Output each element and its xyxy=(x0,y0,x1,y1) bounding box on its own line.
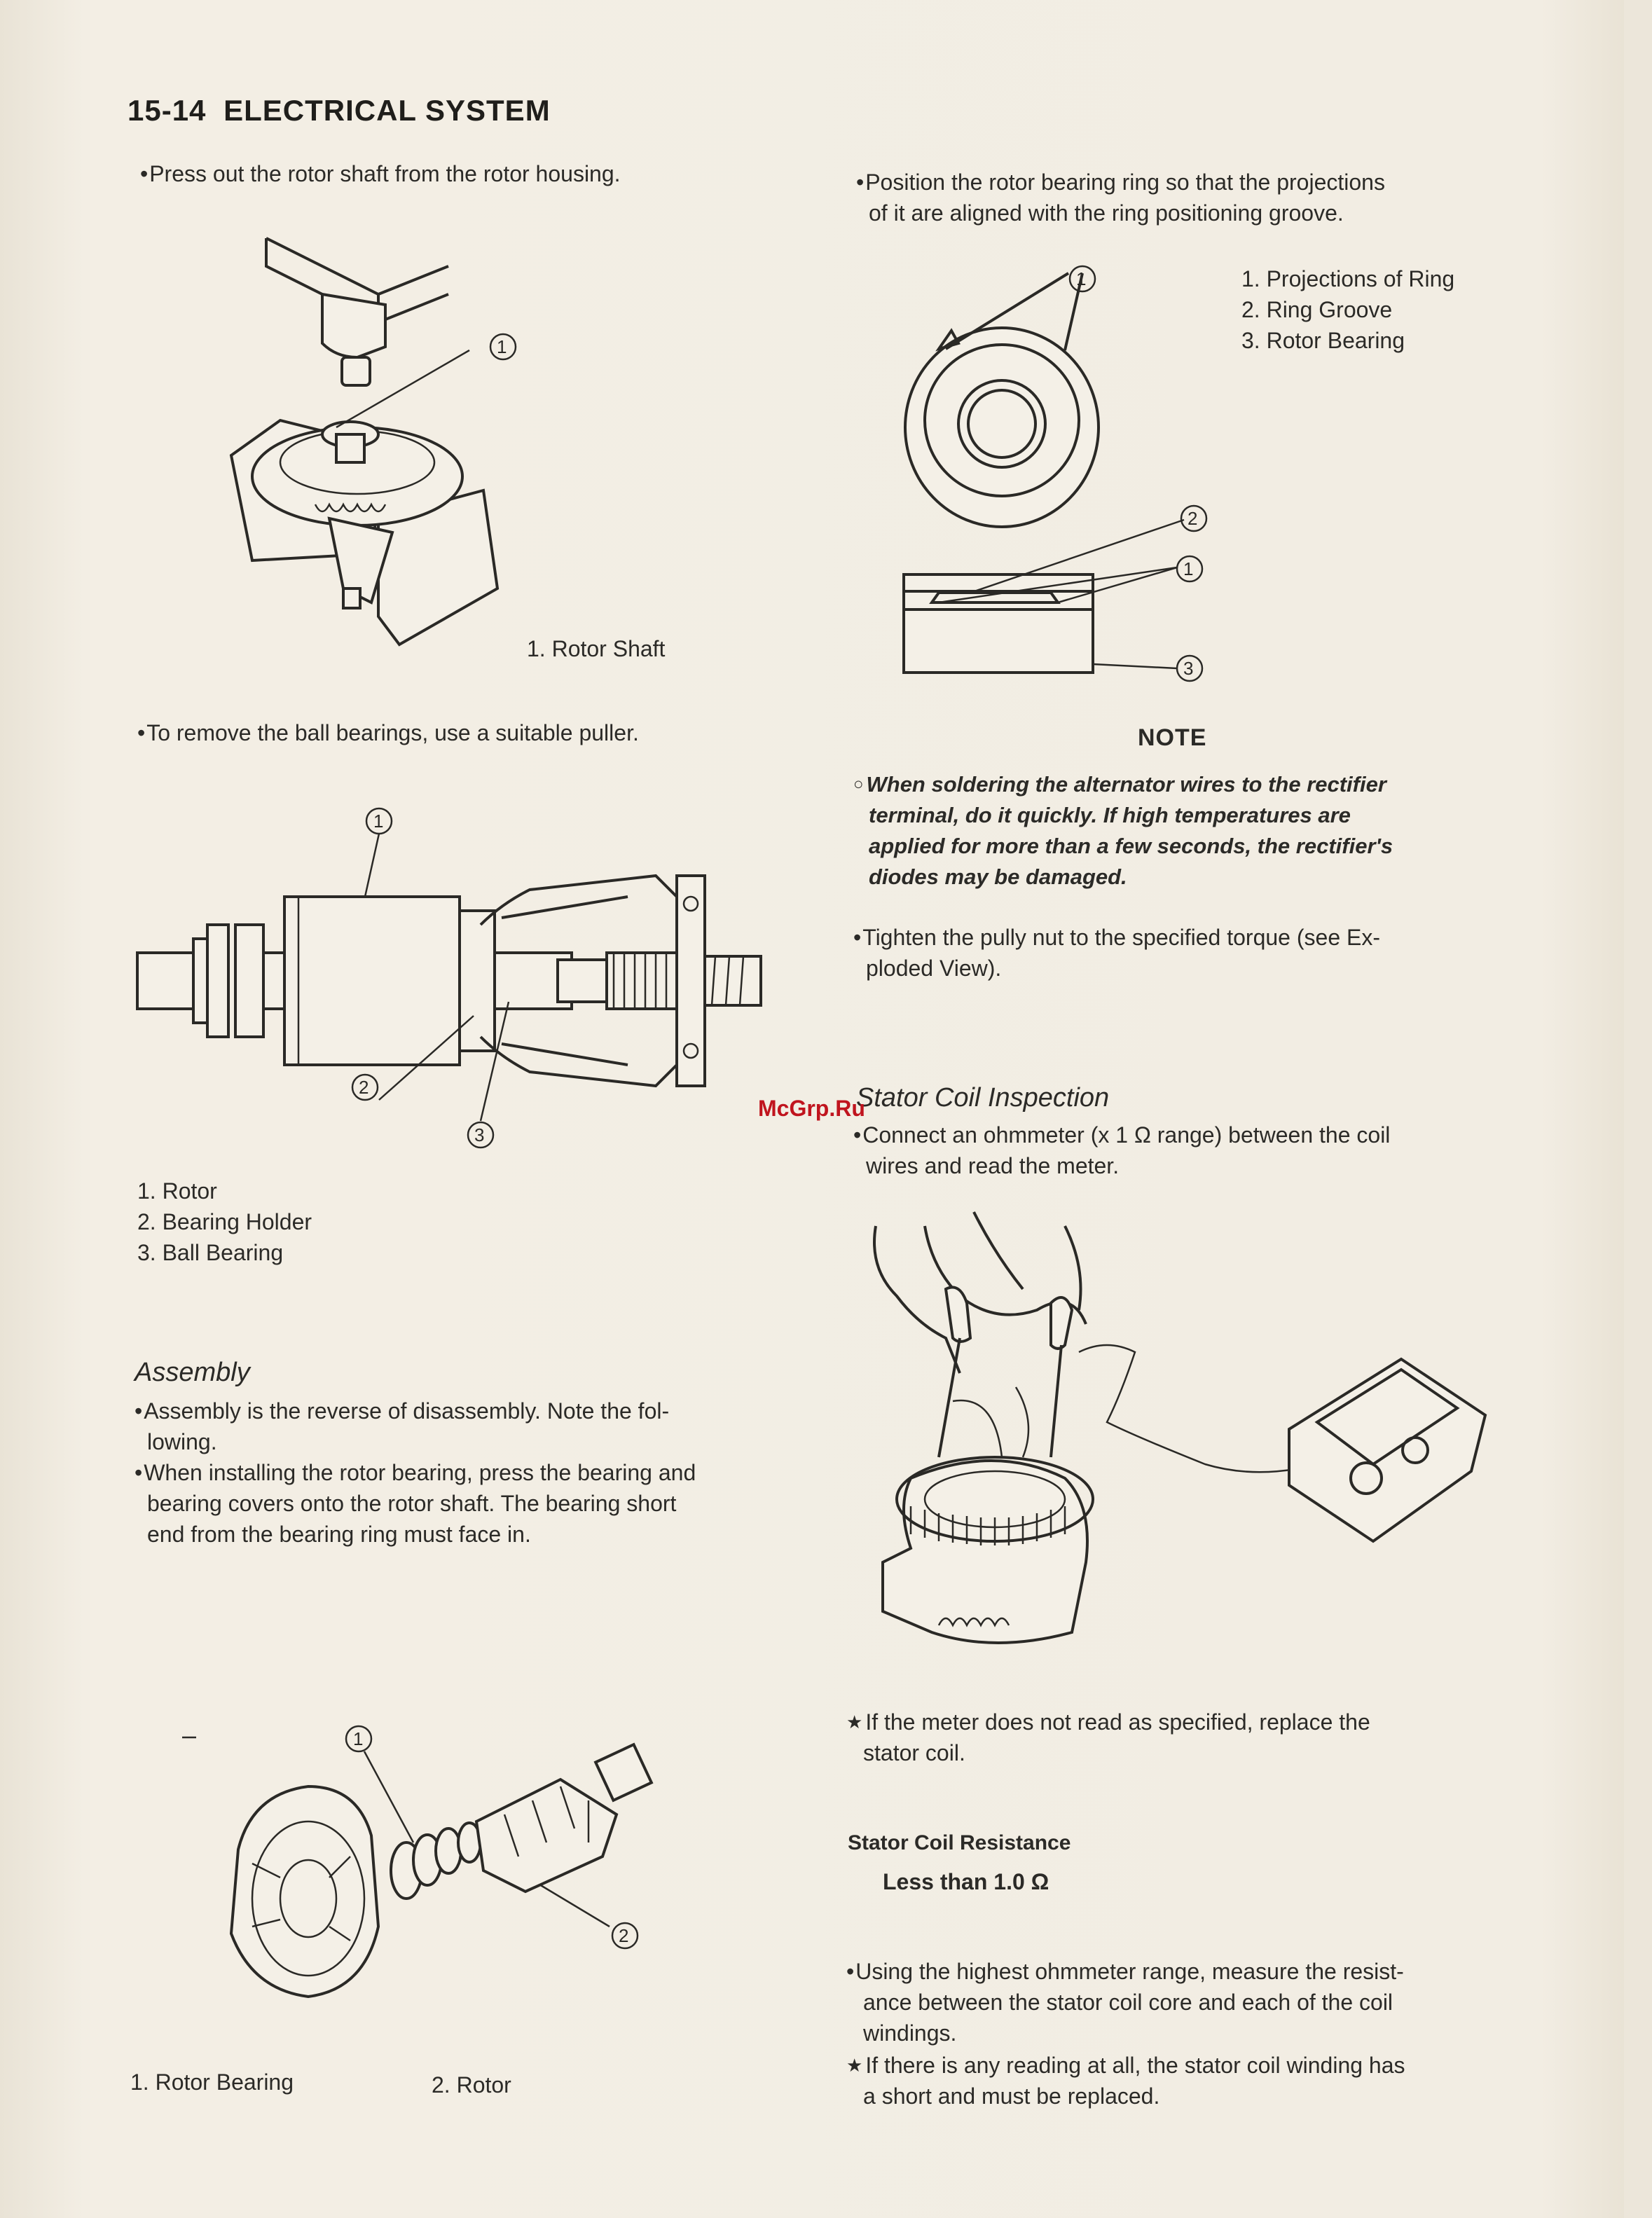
figure4-legend xyxy=(1241,263,1454,356)
figure3-legend xyxy=(130,2067,294,2098)
figure1-legend xyxy=(527,633,665,664)
figure-bearing-ring xyxy=(897,259,1219,694)
legend-item: 3. Rotor Bearing xyxy=(1241,328,1405,353)
note-title: NOTE xyxy=(1138,724,1207,751)
callout-1b: 1 xyxy=(1183,558,1194,579)
position-line: • Position the rotor bearing ring so that the projections xyxy=(856,167,1385,198)
figure3-legend-2 xyxy=(432,2069,511,2100)
figure2-legend xyxy=(137,1176,312,1268)
page-header xyxy=(128,94,551,128)
legend-item: 1. Projections of Ring xyxy=(1241,266,1455,291)
tighten-line: ploded View). xyxy=(866,956,1002,981)
assembly-line: lowing. xyxy=(147,1429,217,1454)
note-line: diodes may be damaged. xyxy=(869,865,1127,889)
assembly-heading: Assembly xyxy=(135,1358,250,1387)
tighten-line: • Tighten the pully nut to the specified torque (see Ex- xyxy=(853,922,1380,953)
short-line: a short and must be replaced. xyxy=(863,2083,1160,2109)
step-short-check xyxy=(846,2050,1405,2112)
legend-item: 3. Ball Bearing xyxy=(137,1240,284,1265)
assembly-line: • Assembly is the reverse of disassembly. Note the fol- xyxy=(135,1396,669,1426)
highest-line: ance between the stator coil core and each of the coil xyxy=(863,1990,1393,2015)
position-line: of it are aligned with the ring positioning groove. xyxy=(869,200,1344,226)
figure-rotor-shaft-press xyxy=(224,224,518,659)
step-tighten-nut xyxy=(853,922,1380,984)
callout-2: 2 xyxy=(1188,508,1198,529)
legend-item: 1. Rotor Shaft xyxy=(527,636,666,661)
callout-3: 3 xyxy=(474,1124,485,1145)
page-number: 15-14 xyxy=(128,94,207,127)
highest-line: windings. xyxy=(863,2020,957,2046)
replace-line: ★ If the meter does not read as specified, replace the xyxy=(846,1707,1370,1737)
note-line: ○ When soldering the alternator wires to the rectifier xyxy=(853,769,1393,800)
connect-line: wires and read the meter. xyxy=(866,1153,1120,1178)
callout-1: 1 xyxy=(1076,268,1087,289)
note-line: terminal, do it quickly. If high temperatures are xyxy=(869,803,1351,827)
note-line: applied for more than a few seconds, the rectifier's xyxy=(869,834,1393,858)
short-line: ★ If there is any reading at all, the stator coil winding has xyxy=(846,2050,1405,2081)
figure-bearing-puller xyxy=(137,806,782,1156)
assembly-bearing-step xyxy=(135,1457,696,1550)
legend-item: 2. Ring Groove xyxy=(1241,297,1393,322)
stator-heading: Stator Coil Inspection xyxy=(856,1083,1110,1113)
figure-rotor-assembly xyxy=(210,1695,701,2046)
page-edge xyxy=(1624,0,1652,2218)
legend-item: 2. Bearing Holder xyxy=(137,1209,312,1234)
note-body xyxy=(853,769,1393,893)
connect-line: • Connect an ohmmeter (x 1 Ω range) between the coil xyxy=(853,1120,1390,1150)
callout-3: 3 xyxy=(1183,658,1194,679)
legend-item: 1. Rotor Bearing xyxy=(130,2069,294,2095)
assembly-note xyxy=(135,1396,669,1457)
step-connect-ohmmeter xyxy=(853,1120,1390,1181)
step-remove-bearings: • To remove the ball bearings, use a suitable puller. xyxy=(137,717,639,748)
highest-line: • Using the highest ohmmeter range, measure the resist- xyxy=(846,1956,1404,1987)
legend-item: 2. Rotor xyxy=(432,2072,511,2098)
callout-1: 1 xyxy=(373,811,384,832)
legend-item: 1. Rotor xyxy=(137,1178,217,1204)
assembly-line: • When installing the rotor bearing, press the bearing and xyxy=(135,1457,696,1488)
step-position-ring xyxy=(856,167,1385,228)
section-title: ELECTRICAL SYSTEM xyxy=(223,94,551,127)
figure-stator-ohmmeter xyxy=(855,1212,1499,1660)
step-replace-stator xyxy=(846,1707,1370,1768)
assembly-line: bearing covers onto the rotor shaft. The bearing short xyxy=(147,1491,677,1516)
spec-value: Less than 1.0 Ω xyxy=(883,1869,1049,1894)
assembly-line: end from the bearing ring must face in. xyxy=(147,1522,531,1547)
callout-2: 2 xyxy=(619,1925,629,1946)
watermark: McGrp.Ru xyxy=(758,1096,865,1121)
spec-title: Stator Coil Resistance xyxy=(848,1831,1071,1854)
step-highest-range xyxy=(846,1956,1404,2048)
step-press-out: • Press out the rotor shaft from the rotor housing. xyxy=(140,158,621,189)
callout-1: 1 xyxy=(353,1728,364,1749)
callout-1: 1 xyxy=(497,336,507,357)
callout-2: 2 xyxy=(359,1077,369,1098)
replace-line: stator coil. xyxy=(863,1740,965,1765)
